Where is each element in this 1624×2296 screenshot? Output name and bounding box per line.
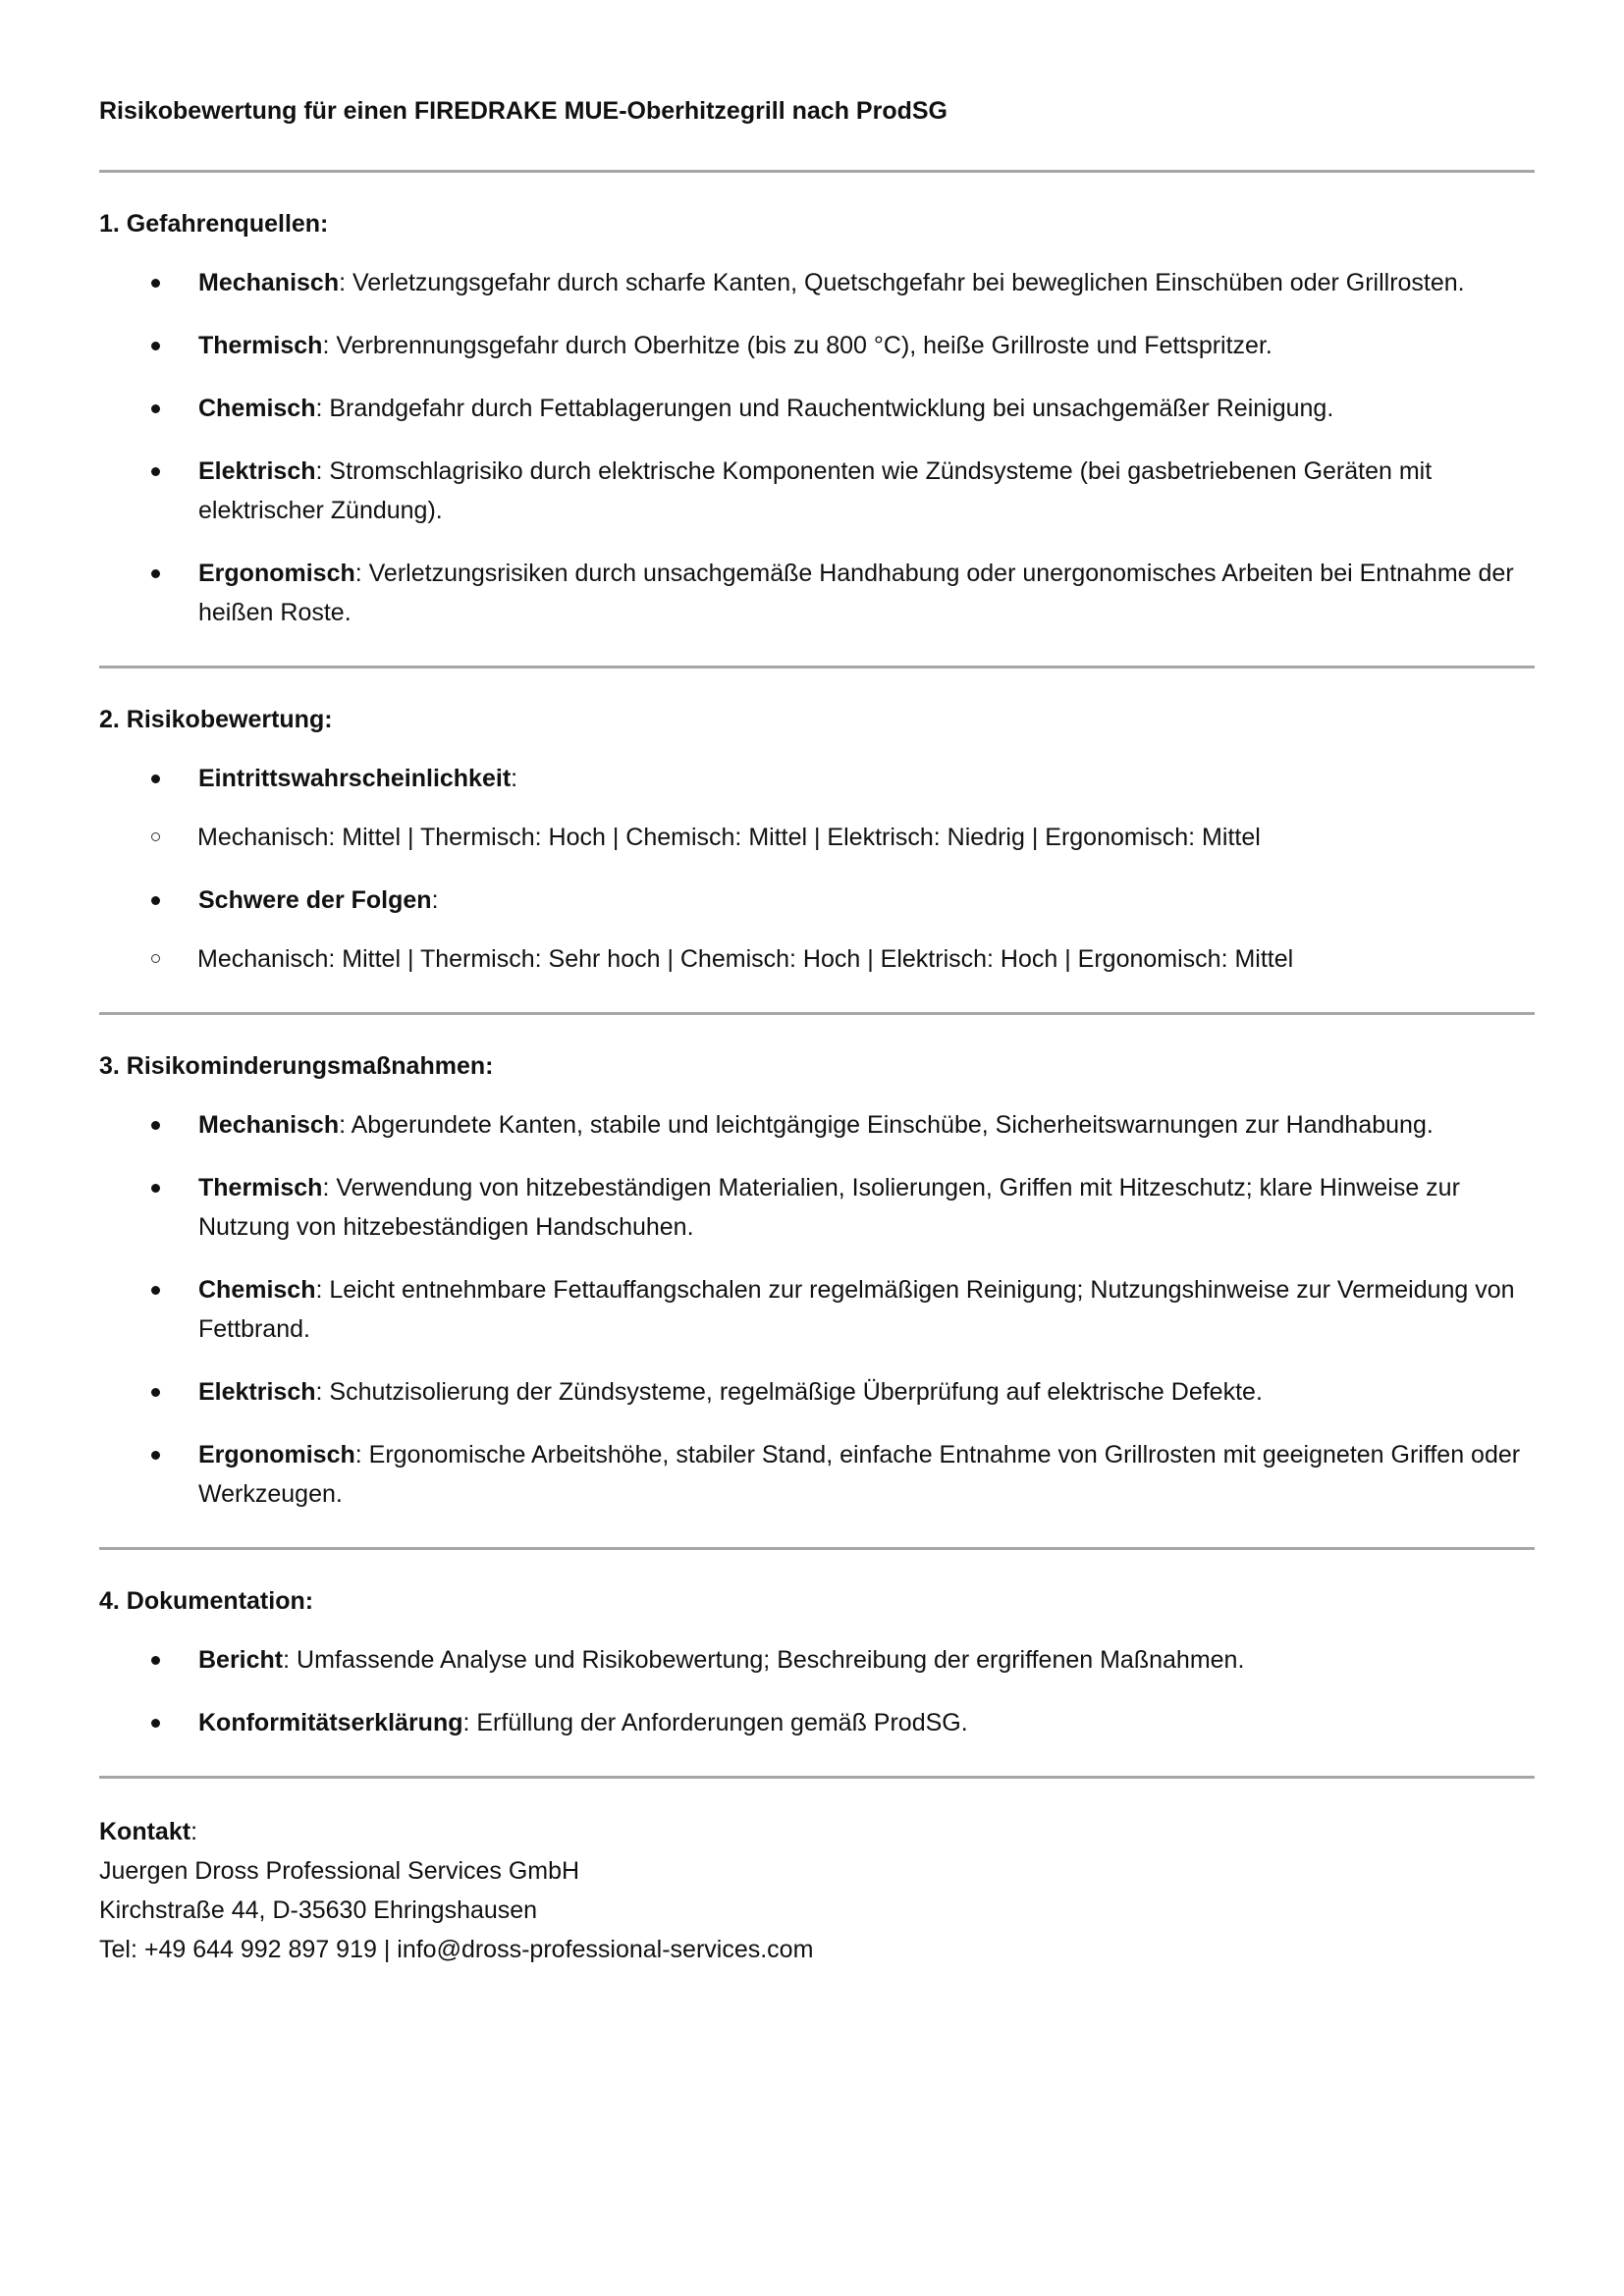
list-item (99, 389, 1535, 428)
item-text: : Ergonomische Arbeitshöhe, stabiler Stand, einfache Entnahme von Grillrosten mit geeigneten Griffen oder Werkzeugen. (198, 1441, 1521, 1508)
contact-company: Juergen Dross Professional Services GmbH (99, 1857, 580, 1885)
item-term: Thermisch (198, 332, 323, 359)
list-item (99, 326, 1535, 365)
document-page (99, 93, 1535, 1969)
item-term: Elektrisch (198, 1378, 316, 1406)
item-text: : Umfassende Analyse und Risikobewertung; Beschreibung der ergriffenen Maßnahmen. (283, 1646, 1245, 1674)
item-text: : (431, 886, 439, 914)
section-heading: 1. Gefahrenquellen: (99, 210, 329, 238)
sub-list (99, 939, 1535, 979)
contact-label: Kontakt (99, 1818, 191, 1845)
item-text: : Verletzungsrisiken durch unsachgemäße Handhabung oder unergonomisches Arbeiten bei Entnahme der heißen Roste. (198, 560, 1514, 626)
item-text: : Abgerundete Kanten, stabile und leichtgängige Einschübe, Sicherheitswarnungen zur Handhabung. (339, 1111, 1434, 1139)
section-heading: 4. Dokumentation: (99, 1587, 314, 1615)
section-documentation (99, 1550, 1535, 1776)
hazard-list (99, 263, 1535, 632)
item-term: Chemisch (198, 1276, 316, 1304)
item-term: Konformitätserklärung (198, 1709, 463, 1736)
item-text: : Verbrennungsgefahr durch Oberhitze (bis zu 800 °C), heiße Grillroste und Fettspritzer. (322, 332, 1272, 359)
list-item (99, 1435, 1535, 1514)
list-item (99, 1372, 1535, 1412)
section-measures (99, 1015, 1535, 1547)
list-item (99, 881, 1535, 979)
item-text: : Stromschlagrisiko durch elektrische Komponenten wie Zündsysteme (bei gasbetriebenen Geräten mit elektrischer Zündung). (198, 457, 1433, 524)
item-text: : (511, 765, 518, 792)
contact-label-suffix: : (190, 1818, 198, 1845)
item-term: Schwere der Folgen (198, 886, 432, 914)
assessment-list (99, 759, 1535, 979)
section-assessment (99, 668, 1535, 1012)
item-term: Elektrisch (198, 457, 316, 485)
item-term: Chemisch (198, 395, 316, 422)
list-item (99, 452, 1535, 530)
list-item (99, 1105, 1535, 1145)
measures-list (99, 1105, 1535, 1514)
document-title: Risikobewertung für einen FIREDRAKE MUE-Oberhitzegrill nach ProdSG (99, 97, 947, 125)
item-term: Thermisch (198, 1174, 323, 1201)
section-heading: 3. Risikominderungsmaßnahmen: (99, 1052, 494, 1080)
item-term: Ergonomisch (198, 1441, 355, 1468)
item-text: : Verletzungsgefahr durch scharfe Kanten, Quetschgefahr bei beweglichen Einschüben oder Grillrosten. (339, 269, 1465, 296)
list-item (99, 1270, 1535, 1349)
item-term: Mechanisch (198, 269, 340, 296)
list-item (99, 263, 1535, 302)
section-hazards (99, 173, 1535, 666)
sub-list-item: Mechanisch: Mittel | Thermisch: Hoch | Chemisch: Mittel | Elektrisch: Niedrig | Ergonomisch: Mittel (99, 818, 1535, 857)
list-item (99, 759, 1535, 857)
list-item (99, 1640, 1535, 1680)
item-term: Ergonomisch (198, 560, 355, 587)
item-text: : Leicht entnehmbare Fettauffangschalen zur regelmäßigen Reinigung; Nutzungshinweise zur Vermeidung von Fettbrand. (198, 1276, 1515, 1343)
contact-phone-email: Tel: +49 644 992 897 919 | info@dross-professional-services.com (99, 1936, 814, 1963)
item-text: : Verwendung von hitzebeständigen Materialien, Isolierungen, Griffen mit Hitzeschutz; klare Hinweise zur Nutzung von hitzebeständigen Handschuhen. (198, 1174, 1460, 1241)
list-item (99, 1168, 1535, 1247)
item-text: : Brandgefahr durch Fettablagerungen und Rauchentwicklung bei unsachgemäßer Reinigung. (315, 395, 1334, 422)
item-text: : Schutzisolierung der Zündsysteme, regelmäßige Überprüfung auf elektrische Defekte. (315, 1378, 1263, 1406)
contact-heading (99, 1812, 1535, 1851)
sub-list-item: Mechanisch: Mittel | Thermisch: Sehr hoch | Chemisch: Hoch | Elektrisch: Hoch | Ergonomisch: Mittel (99, 939, 1535, 979)
list-item (99, 1703, 1535, 1742)
item-term: Eintrittswahrscheinlichkeit (198, 765, 512, 792)
item-term: Mechanisch (198, 1111, 340, 1139)
sub-list (99, 818, 1535, 857)
contact-block (99, 1779, 1535, 1969)
list-item (99, 554, 1535, 632)
section-heading: 2. Risikobewertung: (99, 706, 333, 733)
documentation-list (99, 1640, 1535, 1742)
item-term: Bericht (198, 1646, 284, 1674)
item-text: : Erfüllung der Anforderungen gemäß ProdSG. (462, 1709, 968, 1736)
contact-address: Kirchstraße 44, D-35630 Ehringshausen (99, 1896, 538, 1924)
